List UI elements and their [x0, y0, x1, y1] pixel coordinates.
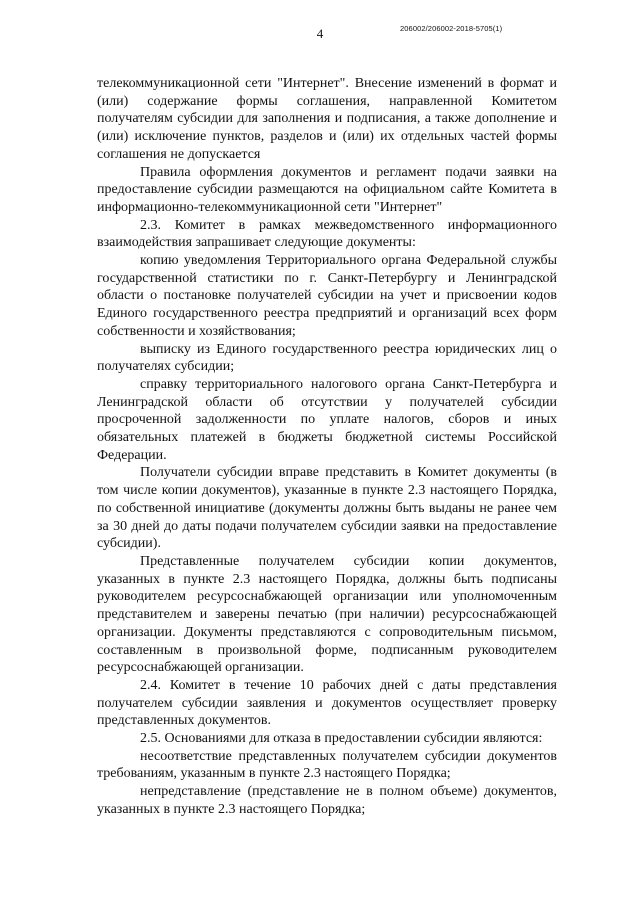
paragraph: справку территориального налогового органа Санкт-Петербурга и Ленинградской области об отсутствии у получателей субсидии просроченной задолженности по уплате налогов, сборов и иных обязательных платежей в бюджеты бюджетной системы Российской Федерации. — [97, 376, 557, 463]
paragraph: Представленные получателем субсидии копии документов, указанных в пункте 2.3 настоящего Порядка, должны быть подписаны руководителем ресурсоснабжающей организации или уполномоченным представителем и заверены печатью (при наличии) ресурсоснабжающей организации. Документы представляются с сопроводительным письмом, составленным в произвольной форме, подписанным руководителем ресурсоснабжающей организации. — [97, 553, 557, 676]
document-body — [97, 75, 557, 819]
document-id: 206002/206002-2018-5705(1) — [400, 24, 503, 33]
paragraph: копию уведомления Территориального органа Федеральной службы государственной статистики по г. Санкт-Петербургу и Ленинградской области о постановке получателей субсидии на учет и присвоении кодов Единого государственного реестра предприятий и организаций всех форм собственности и хозяйствования; — [97, 253, 557, 339]
paragraph: Получатели субсидии вправе представить в Комитет документы (в том числе копии документов), указанные в пункте 2.3 настоящего Порядка, по собственной инициативе (документы должны быть выданы не ранее чем за 30 дней до даты подачи получателем субсидии заявки на предоставление субсидии). — [97, 465, 557, 552]
paragraph: выписку из Единого государственного реестра юридических лиц о получателях субсидии; — [97, 341, 557, 375]
paragraph: непредставление (представление не в полном объеме) документов, указанных в пункте 2.3 настоящего Порядка; — [97, 784, 557, 817]
paragraph: несоответствие представленных получателем субсидии документов требованиям, указанным в пункте 2.3 настоящего Порядка; — [97, 748, 557, 782]
paragraph: телекоммуникационной сети "Интернет". Внесение изменений в формат и (или) содержание формы соглашения, направленной Комитетом получателям субсидии для заполнения и подписания, а также дополнение и (или) исключение пунктов, разделов и (или) их отдельных частей формы соглашения не допускается — [97, 76, 557, 162]
paragraph: Правила оформления документов и регламент подачи заявки на предоставление субсидии размещаются на официальном сайте Комитета в информационно-телекоммуникационной сети "Интернет" — [97, 164, 557, 215]
paragraph: 2.4. Комитет в течение 10 рабочих дней с даты представления получателем субсидии заявления и документов осуществляет проверку представленных документов. — [97, 677, 557, 729]
paragraph: 2.5. Основаниями для отказа в предоставлении субсидии являются: — [140, 731, 543, 747]
page-number: 4 — [316, 26, 324, 41]
paragraph: 2.3. Комитет в рамках межведомственного информационного взаимодействия запрашивает следующие документы: — [97, 217, 557, 251]
